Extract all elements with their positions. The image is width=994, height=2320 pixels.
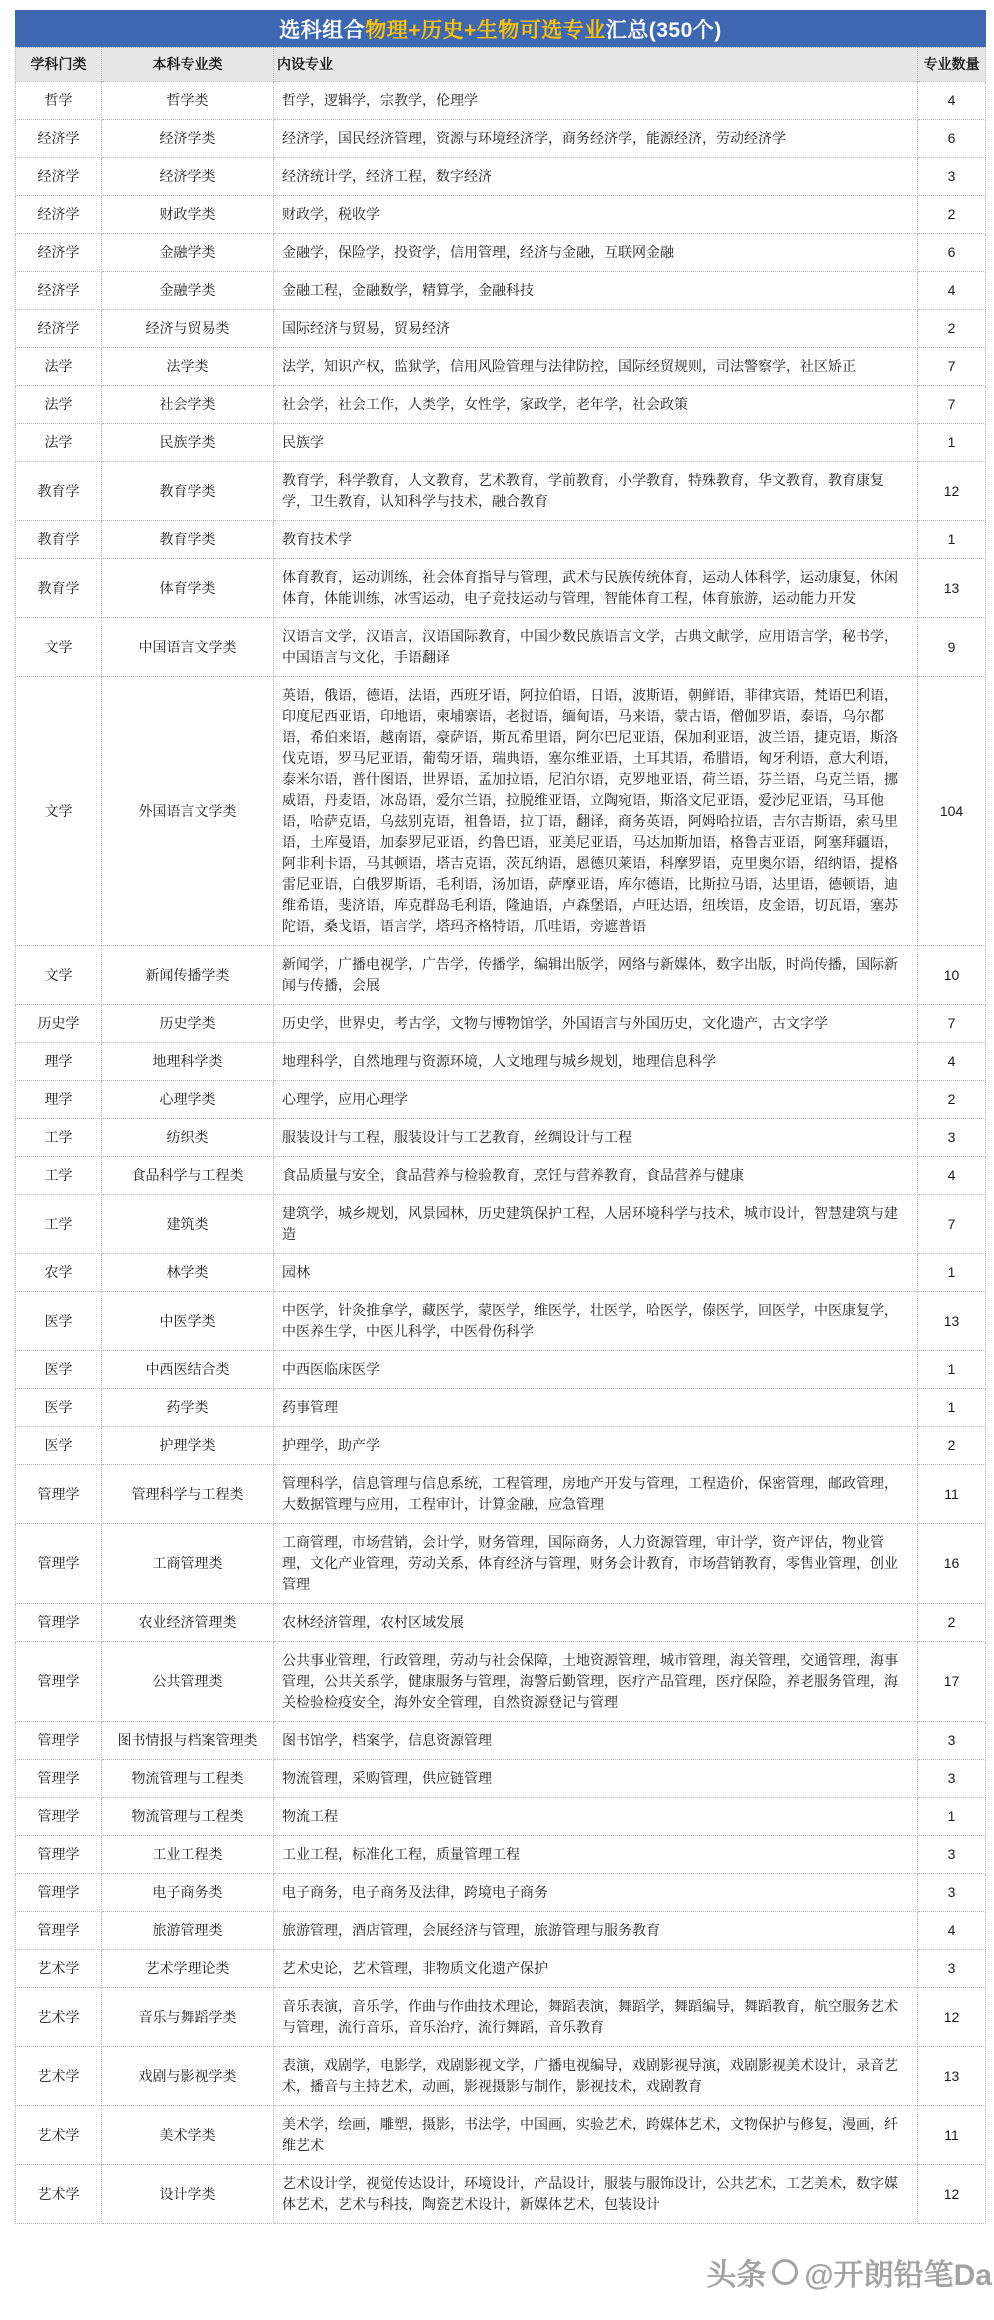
- cell-major-class: 金融学类: [102, 234, 274, 272]
- cell-category: 医学: [15, 1427, 102, 1465]
- cell-category: 管理学: [15, 1524, 102, 1604]
- cell-majors: 旅游管理，酒店管理，会展经济与管理，旅游管理与服务教育: [274, 1912, 918, 1950]
- cell-category: 经济学: [15, 120, 102, 158]
- table-row: [15, 1950, 986, 1988]
- cell-count: 1: [918, 1254, 986, 1292]
- cell-majors: 国际经济与贸易，贸易经济: [274, 310, 918, 348]
- cell-major-class: 外国语言文学类: [102, 677, 274, 946]
- cell-count: 1: [918, 521, 986, 559]
- cell-majors: 地理科学，自然地理与资源环境，人文地理与城乡规划，地理信息科学: [274, 1043, 918, 1081]
- cell-category: 历史学: [15, 1005, 102, 1043]
- cell-majors: 建筑学，城乡规划，风景园林，历史建筑保护工程，人居环境科学与技术，城市设计，智慧建筑与建造: [274, 1195, 918, 1254]
- cell-major-class: 旅游管理类: [102, 1912, 274, 1950]
- cell-majors: 美术学，绘画，雕塑，摄影，书法学，中国画，实验艺术，跨媒体艺术，文物保护与修复，漫画，纤维艺术: [274, 2106, 918, 2165]
- avatar-icon: [772, 2259, 798, 2285]
- table-row: [15, 386, 986, 424]
- table-row: [15, 1119, 986, 1157]
- cell-count: 2: [918, 310, 986, 348]
- cell-major-class: 药学类: [102, 1389, 274, 1427]
- cell-major-class: 护理学类: [102, 1427, 274, 1465]
- cell-category: 医学: [15, 1292, 102, 1351]
- cell-count: 12: [918, 462, 986, 521]
- cell-major-class: 物流管理与工程类: [102, 1760, 274, 1798]
- cell-majors: 中医学，针灸推拿学，藏医学，蒙医学，维医学，壮医学，哈医学，傣医学，回医学，中医康复学，中医养生学，中医儿科学，中医骨伤科学: [274, 1292, 918, 1351]
- cell-major-class: 中医学类: [102, 1292, 274, 1351]
- table-row: [15, 559, 986, 618]
- cell-category: 法学: [15, 348, 102, 386]
- cell-major-class: 图书情报与档案管理类: [102, 1722, 274, 1760]
- cell-majors: 财政学，税收学: [274, 196, 918, 234]
- cell-category: 医学: [15, 1389, 102, 1427]
- table-row: [15, 1988, 986, 2047]
- cell-category: 教育学: [15, 559, 102, 618]
- cell-category: 文学: [15, 946, 102, 1005]
- cell-count: 3: [918, 1874, 986, 1912]
- table-row: [15, 196, 986, 234]
- cell-majors: 金融工程，金融数学，精算学，金融科技: [274, 272, 918, 310]
- column-header-major-class: 本科专业类: [102, 47, 274, 82]
- cell-count: 16: [918, 1524, 986, 1604]
- table-row: [15, 2106, 986, 2165]
- cell-count: 6: [918, 234, 986, 272]
- cell-count: 3: [918, 158, 986, 196]
- cell-category: 经济学: [15, 272, 102, 310]
- cell-category: 文学: [15, 677, 102, 946]
- cell-category: 管理学: [15, 1836, 102, 1874]
- cell-major-class: 地理科学类: [102, 1043, 274, 1081]
- cell-count: 11: [918, 1465, 986, 1524]
- cell-major-class: 管理科学与工程类: [102, 1465, 274, 1524]
- cell-major-class: 工商管理类: [102, 1524, 274, 1604]
- cell-major-class: 中国语言文学类: [102, 618, 274, 677]
- cell-majors: 艺术设计学，视觉传达设计，环境设计，产品设计，服装与服饰设计，公共艺术，工艺美术，数字媒体艺术，艺术与科技，陶瓷艺术设计，新媒体艺术，包装设计: [274, 2165, 918, 2224]
- cell-majors: 教育学，科学教育，人文教育，艺术教育，学前教育，小学教育，特殊教育，华文教育，教育康复学，卫生教育，认知科学与技术，融合教育: [274, 462, 918, 521]
- cell-majors: 体育教育，运动训练，社会体育指导与管理，武术与民族传统体育，运动人体科学，运动康复，休闲体育，体能训练，冰雪运动，电子竞技运动与管理，智能体育工程，体育旅游，运动能力开发: [274, 559, 918, 618]
- cell-category: 管理学: [15, 1874, 102, 1912]
- cell-majors: 电子商务，电子商务及法律，跨境电子商务: [274, 1874, 918, 1912]
- cell-major-class: 哲学类: [102, 82, 274, 120]
- cell-majors: 食品质量与安全，食品营养与检验教育，烹饪与营养教育，食品营养与健康: [274, 1157, 918, 1195]
- cell-majors: 艺术史论，艺术管理，非物质文化遗产保护: [274, 1950, 918, 1988]
- cell-majors: 英语，俄语，德语，法语，西班牙语，阿拉伯语，日语，波斯语，朝鲜语，菲律宾语，梵语巴利语，印度尼西亚语，印地语，柬埔寨语，老挝语，缅甸语，马来语，蒙古语，僧伽罗语，泰语，乌尔都语，希伯来语，越南语，豪萨语，斯瓦希里语，阿尔巴尼亚语，保加利亚语，波兰语，捷克语，斯洛伐克语，罗马尼亚语，葡萄牙语，瑞典语，塞尔维亚语，土耳其语，希腊语，匈牙利语，意大利语，泰米尔语，普什图语，世界语，孟加拉语，尼泊尔语，克罗地亚语，荷兰语，芬兰语，乌克兰语，挪威语，丹麦语，冰岛语，爱尔兰语，拉脱维亚语，立陶宛语，斯洛文尼亚语，爱沙尼亚语，马耳他语，哈萨克语，乌兹别克语，祖鲁语，拉丁语，翻译，商务英语，阿姆哈拉语，吉尔吉斯语，索马里语，土库曼语，加泰罗尼亚语，约鲁巴语，亚美尼亚语，马达加斯加语，格鲁吉亚语，阿塞拜疆语，阿非利卡语，马其顿语，塔吉克语，茨瓦纳语，恩德贝莱语，科摩罗语，克里奥尔语，绍纳语，提格雷尼亚语，白俄罗斯语，毛利语，汤加语，萨摩亚语，库尔德语，比斯拉马语，达里语，德顿语，迪维希语，斐济语，库克群岛毛利语，隆迪语，卢森堡语，卢旺达语，纽埃语，皮金语，切瓦语，塞苏陀语，桑戈语，语言学，塔玛齐格特语，爪哇语，旁遮普语: [274, 677, 918, 946]
- title-highlight-majors: 可选专业: [519, 18, 606, 42]
- cell-count: 12: [918, 1988, 986, 2047]
- cell-majors: 经济学，国民经济管理，资源与环境经济学，商务经济学，能源经济，劳动经济学: [274, 120, 918, 158]
- cell-count: 7: [918, 386, 986, 424]
- table-row: [15, 1254, 986, 1292]
- cell-majors: 物流管理，采购管理，供应链管理: [274, 1760, 918, 1798]
- table-row: [15, 158, 986, 196]
- cell-category: 文学: [15, 618, 102, 677]
- cell-count: 4: [918, 272, 986, 310]
- cell-major-class: 社会学类: [102, 386, 274, 424]
- cell-majors: 教育技术学: [274, 521, 918, 559]
- table-row: [15, 1465, 986, 1524]
- table-row: [15, 82, 986, 120]
- cell-major-class: 戏剧与影视学类: [102, 2047, 274, 2106]
- cell-majors: 工业工程，标准化工程，质量管理工程: [274, 1836, 918, 1874]
- cell-category: 经济学: [15, 158, 102, 196]
- table-row: [15, 348, 986, 386]
- table-row: [15, 310, 986, 348]
- cell-count: 2: [918, 1604, 986, 1642]
- column-header-count: 专业数量: [918, 47, 986, 82]
- cell-category: 艺术学: [15, 2106, 102, 2165]
- cell-category: 法学: [15, 386, 102, 424]
- cell-majors: 哲学，逻辑学，宗教学，伦理学: [274, 82, 918, 120]
- cell-majors: 汉语言文学，汉语言，汉语国际教育，中国少数民族语言文学，古典文献学，应用语言学，秘书学，中国语言与文化，手语翻译: [274, 618, 918, 677]
- cell-major-class: 美术学类: [102, 2106, 274, 2165]
- cell-category: 医学: [15, 1351, 102, 1389]
- table-row: [15, 1722, 986, 1760]
- cell-major-class: 艺术学理论类: [102, 1950, 274, 1988]
- cell-count: 7: [918, 348, 986, 386]
- title-highlight-subjects: 物理+历史+生物: [365, 18, 520, 42]
- cell-category: 理学: [15, 1043, 102, 1081]
- cell-category: 理学: [15, 1081, 102, 1119]
- cell-count: 9: [918, 618, 986, 677]
- cell-category: 法学: [15, 424, 102, 462]
- table-row: [15, 120, 986, 158]
- cell-count: 3: [918, 1836, 986, 1874]
- cell-majors: 音乐表演，音乐学，作曲与作曲技术理论，舞蹈表演，舞蹈学，舞蹈编导，舞蹈教育，航空服务艺术与管理，流行音乐，音乐治疗，流行舞蹈，音乐教育: [274, 1988, 918, 2047]
- cell-count: 104: [918, 677, 986, 946]
- table-row: [15, 1642, 986, 1722]
- table-row: [15, 1043, 986, 1081]
- cell-count: 12: [918, 2165, 986, 2224]
- watermark: [706, 2250, 992, 2294]
- cell-major-class: 电子商务类: [102, 1874, 274, 1912]
- cell-majors: 服装设计与工程，服装设计与工艺教育，丝绸设计与工程: [274, 1119, 918, 1157]
- cell-category: 经济学: [15, 196, 102, 234]
- cell-major-class: 中西医结合类: [102, 1351, 274, 1389]
- majors-table: [15, 47, 986, 2224]
- table-row: [15, 1157, 986, 1195]
- cell-category: 管理学: [15, 1604, 102, 1642]
- cell-count: 4: [918, 1157, 986, 1195]
- cell-category: 艺术学: [15, 1950, 102, 1988]
- table-title-bar: [15, 10, 986, 47]
- cell-count: 2: [918, 196, 986, 234]
- cell-category: 管理学: [15, 1642, 102, 1722]
- cell-majors: 工商管理，市场营销，会计学，财务管理，国际商务，人力资源管理，审计学，资产评估，物业管理，文化产业管理，劳动关系，体育经济与管理，财务会计教育，市场营销教育，零售业管理，创业管理: [274, 1524, 918, 1604]
- cell-count: 6: [918, 120, 986, 158]
- cell-count: 1: [918, 1351, 986, 1389]
- cell-majors: 经济统计学，经济工程，数字经济: [274, 158, 918, 196]
- cell-category: 管理学: [15, 1722, 102, 1760]
- table-row: [15, 521, 986, 559]
- title-text-prefix: 选科组合: [279, 18, 366, 42]
- cell-count: 3: [918, 1119, 986, 1157]
- cell-major-class: 教育学类: [102, 521, 274, 559]
- cell-category: 经济学: [15, 234, 102, 272]
- cell-majors: 园林: [274, 1254, 918, 1292]
- table-row: [15, 2165, 986, 2224]
- cell-major-class: 体育学类: [102, 559, 274, 618]
- cell-count: 7: [918, 1195, 986, 1254]
- cell-count: 1: [918, 1389, 986, 1427]
- cell-major-class: 林学类: [102, 1254, 274, 1292]
- cell-majors: 表演，戏剧学，电影学，戏剧影视文学，广播电视编导，戏剧影视导演，戏剧影视美术设计，录音艺术，播音与主持艺术，动画，影视摄影与制作，影视技术，戏剧教育: [274, 2047, 918, 2106]
- cell-majors: 公共事业管理，行政管理，劳动与社会保障，土地资源管理，城市管理，海关管理，交通管理，海事管理，公共关系学，健康服务与管理，海警后勤管理，医疗产品管理，医疗保险，养老服务管理，海关检验检疫安全，海外安全管理，自然资源登记与管理: [274, 1642, 918, 1722]
- cell-major-class: 金融学类: [102, 272, 274, 310]
- cell-count: 1: [918, 424, 986, 462]
- cell-count: 1: [918, 1798, 986, 1836]
- cell-major-class: 心理学类: [102, 1081, 274, 1119]
- cell-category: 农学: [15, 1254, 102, 1292]
- cell-count: 4: [918, 1043, 986, 1081]
- table-row: [15, 946, 986, 1005]
- cell-majors: 社会学，社会工作，人类学，女性学，家政学，老年学，社会政策: [274, 386, 918, 424]
- cell-count: 13: [918, 1292, 986, 1351]
- table-header-row: [15, 47, 986, 82]
- cell-major-class: 音乐与舞蹈学类: [102, 1988, 274, 2047]
- cell-major-class: 法学类: [102, 348, 274, 386]
- watermark-platform: 头条: [706, 2259, 767, 2292]
- cell-major-class: 设计学类: [102, 2165, 274, 2224]
- column-header-majors: 内设专业: [274, 47, 918, 82]
- table-row: [15, 1292, 986, 1351]
- cell-major-class: 食品科学与工程类: [102, 1157, 274, 1195]
- table-row: [15, 1874, 986, 1912]
- cell-count: 4: [918, 1912, 986, 1950]
- cell-major-class: 经济学类: [102, 120, 274, 158]
- cell-major-class: 公共管理类: [102, 1642, 274, 1722]
- cell-count: 17: [918, 1642, 986, 1722]
- table-body: [15, 82, 986, 2224]
- cell-majors: 农林经济管理，农村区域发展: [274, 1604, 918, 1642]
- cell-category: 艺术学: [15, 2047, 102, 2106]
- cell-category: 工学: [15, 1157, 102, 1195]
- cell-majors: 新闻学，广播电视学，广告学，传播学，编辑出版学，网络与新媒体，数字出版，时尚传播，国际新闻与传播，会展: [274, 946, 918, 1005]
- cell-major-class: 纺织类: [102, 1119, 274, 1157]
- cell-count: 10: [918, 946, 986, 1005]
- cell-category: 教育学: [15, 462, 102, 521]
- cell-majors: 管理科学，信息管理与信息系统，工程管理，房地产开发与管理，工程造价，保密管理，邮政管理，大数据管理与应用，工程审计，计算金融，应急管理: [274, 1465, 918, 1524]
- cell-count: 4: [918, 82, 986, 120]
- cell-majors: 中西医临床医学: [274, 1351, 918, 1389]
- cell-category: 艺术学: [15, 1988, 102, 2047]
- cell-major-class: 物流管理与工程类: [102, 1798, 274, 1836]
- cell-count: 11: [918, 2106, 986, 2165]
- cell-category: 管理学: [15, 1760, 102, 1798]
- cell-majors: 物流工程: [274, 1798, 918, 1836]
- cell-category: 管理学: [15, 1912, 102, 1950]
- cell-count: 3: [918, 1950, 986, 1988]
- cell-major-class: 农业经济管理类: [102, 1604, 274, 1642]
- table-row: [15, 677, 986, 946]
- cell-count: 3: [918, 1760, 986, 1798]
- cell-count: 2: [918, 1427, 986, 1465]
- table-row: [15, 1760, 986, 1798]
- cell-major-class: 经济学类: [102, 158, 274, 196]
- cell-category: 艺术学: [15, 2165, 102, 2224]
- cell-majors: 护理学，助产学: [274, 1427, 918, 1465]
- cell-major-class: 经济与贸易类: [102, 310, 274, 348]
- table-row: [15, 1912, 986, 1950]
- cell-count: 7: [918, 1005, 986, 1043]
- table-row: [15, 272, 986, 310]
- table-row: [15, 618, 986, 677]
- cell-count: 3: [918, 1722, 986, 1760]
- table-row: [15, 1798, 986, 1836]
- column-header-category: 学科门类: [15, 47, 102, 82]
- table-row: [15, 234, 986, 272]
- cell-majors: 药事管理: [274, 1389, 918, 1427]
- cell-category: 教育学: [15, 521, 102, 559]
- cell-category: 管理学: [15, 1798, 102, 1836]
- table-row: [15, 1351, 986, 1389]
- cell-category: 工学: [15, 1119, 102, 1157]
- table-row: [15, 1005, 986, 1043]
- table-row: [15, 1604, 986, 1642]
- table-row: [15, 2047, 986, 2106]
- cell-major-class: 教育学类: [102, 462, 274, 521]
- table-row: [15, 1524, 986, 1604]
- cell-count: 13: [918, 2047, 986, 2106]
- table-row: [15, 1389, 986, 1427]
- table-row: [15, 1195, 986, 1254]
- table-row: [15, 424, 986, 462]
- cell-major-class: 新闻传播学类: [102, 946, 274, 1005]
- table-row: [15, 462, 986, 521]
- watermark-handle: @开朗铅笔Da: [804, 2259, 992, 2292]
- cell-category: 管理学: [15, 1465, 102, 1524]
- cell-category: 哲学: [15, 82, 102, 120]
- cell-majors: 法学，知识产权，监狱学，信用风险管理与法律防控，国际经贸规则，司法警察学，社区矫正: [274, 348, 918, 386]
- cell-majors: 金融学，保险学，投资学，信用管理，经济与金融，互联网金融: [274, 234, 918, 272]
- cell-majors: 心理学，应用心理学: [274, 1081, 918, 1119]
- cell-major-class: 历史学类: [102, 1005, 274, 1043]
- table-row: [15, 1836, 986, 1874]
- cell-majors: 图书馆学，档案学，信息资源管理: [274, 1722, 918, 1760]
- cell-majors: 民族学: [274, 424, 918, 462]
- cell-major-class: 民族学类: [102, 424, 274, 462]
- cell-major-class: 财政学类: [102, 196, 274, 234]
- title-text-suffix: 汇总(350个): [605, 18, 722, 42]
- table-row: [15, 1427, 986, 1465]
- table-row: [15, 1081, 986, 1119]
- cell-major-class: 工业工程类: [102, 1836, 274, 1874]
- cell-majors: 历史学，世界史，考古学，文物与博物馆学，外国语言与外国历史，文化遗产，古文字学: [274, 1005, 918, 1043]
- cell-count: 13: [918, 559, 986, 618]
- cell-category: 经济学: [15, 310, 102, 348]
- cell-count: 2: [918, 1081, 986, 1119]
- cell-major-class: 建筑类: [102, 1195, 274, 1254]
- cell-category: 工学: [15, 1195, 102, 1254]
